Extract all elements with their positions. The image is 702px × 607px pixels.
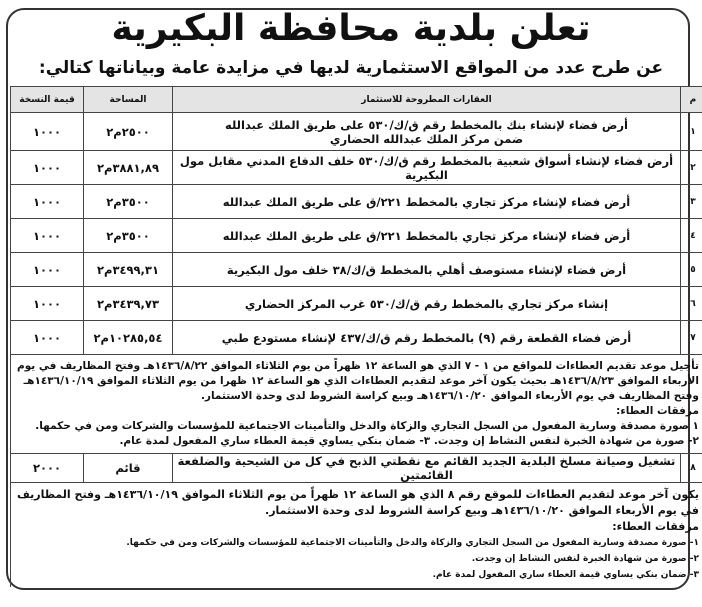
table-row [11,321,702,355]
table-row [11,253,702,287]
row-area: ٣٤٣٩,٧٣م٢ [84,287,173,321]
row-num: ٦ [680,287,702,321]
row-price: ١٠٠٠ [11,321,84,355]
note-line: في يوم الأربعاء الموافق ١٤٣٦/١٠/٢٠هـ وبيع كراسة الشروط لدى وحدة الاستثمار. [265,504,699,517]
header-description: العقارات المطروحة للاستثمار [173,87,681,113]
header-num: م [680,87,702,113]
row-num: ٨ [680,454,702,483]
row-description: أرض فضاء لإنشاء مستوصف أهلي بالمخطط ق/ك/٣٨ خلف مول البكيرية [173,253,681,287]
sites-table [10,86,702,587]
header-area: المساحة [84,87,173,113]
row-area: ٣٤٩٩,٣١م٢ [84,253,173,287]
row-description-line: أرض فضاء لإنشاء بنك بالمخطط رقم ق/ك/٥٣٠ على طريق الملك عبدالله [225,117,628,132]
row-description: إنشاء مركز تجاري بالمخطط رقم ق/ك/٥٣٠ غرب المركز الحضاري [173,287,681,321]
row-description: أرض فضاء لإنشاء مركز تجاري بالمخطط ٢٢١/ق على طريق الملك عبدالله [173,185,681,219]
table-row [11,151,702,185]
row-price: ١٠٠٠ [11,287,84,321]
note-line: وفتح المظاريف في يوم الأربعاء الموافق ١٤٣٦/١٠/٢٠هـ وبيع كراسة الشروط لدى وحدة الاستثمار. [200,390,699,402]
note-line: ١- صورة مصدقة وسارية المفعول من السجل التجاري والزكاة والدخل والتأمينات الاجتماعية للمؤسسات والشركات ومن في حكمها. [126,538,699,548]
table-header [11,87,702,113]
page-title: تعلن بلدية محافظة البكيرية [111,8,591,49]
note-line: يكون آخر موعد لتقديم العطاءات للموقع رقم ٨ الذي هو الساعة ١٢ ظهراً من يوم الثلاثاء الموافق ١٤٣٦/١٠/١٩هـ وفتح المظاريف [17,488,699,501]
row-price: ١٠٠٠ [11,151,84,185]
note-heading: مرفقات العطاء: [612,520,699,533]
table-row [11,185,702,219]
row-description [173,113,681,151]
row-price: ١٠٠٠ [11,113,84,151]
note-line: ٣- ضمان بنكي يساوي قيمة العطاء ساري المفعول لمدة عام. [432,570,699,580]
note-line: ١ صورة مصدقة وسارية المفعول من السجل التجاري والزكاة والدخل والتأمينات الاجتماعية للمؤسسات والشركات ومن في حكمها. [35,420,699,432]
note-heading: مرفقات العطاء: [616,405,699,417]
row-area: ٣٨٨١,٨٩م٢ [84,151,173,185]
row-description: أرض فضاء لإنشاء مركز تجاري بالمخطط ٢٢١/ق على طريق الملك عبدالله [173,219,681,253]
row-area: ٣٥٠٠م٢ [84,185,173,219]
table-row [11,454,702,483]
note-line: ٢- صورة من شهادة الخبرة لنفس النشاط إن وجدت. [471,554,699,564]
row-num: ١ [680,113,702,151]
header-price: قيمة النسخة [11,87,84,113]
notes-row-1 [11,355,702,454]
note-line: تأجيل موعد تقديم العطاءات للمواقع من ١ - ٧ الذي هو الساعة ١٢ ظهراً من يوم الثلاثاء الموافق ١٤٣٦/٨/٢٢هـ وفتح المظاريف في يوم [17,360,699,372]
row-description: أرض فضاء القطعة رقم (٩) بالمخطط رقم ق/ك/٤٣٧ لإنشاء مستودع طبي [173,321,681,355]
row-num: ٤ [680,219,702,253]
page-subtitle: عن طرح عدد من المواقع الاستثمارية لديها في مزايدة عامة وبياناتها كتالي: [38,58,664,78]
row-num: ٢ [680,151,702,185]
row-num: ٥ [680,253,702,287]
row-description-line: ضمن مركز الملك عبدالله الحضاري [329,131,524,146]
row-area: ١٠٢٨٥,٥٤م٢ [84,321,173,355]
notes-row-2 [11,483,702,588]
table-row [11,113,702,151]
row-num: ٧ [680,321,702,355]
row-area: ٢٥٠٠م٢ [84,113,173,151]
row-price: ١٠٠٠ [11,185,84,219]
row-num: ٣ [680,185,702,219]
row-description: أرض فضاء لإنشاء أسواق شعبية بالمخطط رقم ق/ك/٥٣٠ خلف الدفاع المدني مقابل مول البكيرية [173,151,681,185]
table-row [11,219,702,253]
notes-block [11,483,702,588]
row-price: ٢٠٠٠ [11,454,84,483]
row-price: ١٠٠٠ [11,219,84,253]
row-area: قائم [84,454,173,483]
row-area: ٣٥٠٠م٢ [84,219,173,253]
notes-block [11,355,702,454]
note-line: الأربعاء الموافق ١٤٣٦/٨/٢٣هـ بحيث يكون آخر موعد لتقديم العطاءات الذي هو الساعة ١٢ ظهرا من يوم الثلاثاء الموافق ١٤٣٦/١٠/١٩هـ [23,375,699,387]
row-description: تشغيل وصيانة مسلخ البلدية الجديد القائم مع نقطتي الذبح في كل من الشيحية والضلفعة القائمتين [173,454,681,483]
table-row [11,287,702,321]
note-line: ٢- صورة من شهادة الخبرة لنفس النشاط إن وجدت. ٣- ضمان بنكي يساوي قيمة العطاء ساري المفعول لمدة عام. [119,435,699,447]
row-price: ١٠٠٠ [11,253,84,287]
